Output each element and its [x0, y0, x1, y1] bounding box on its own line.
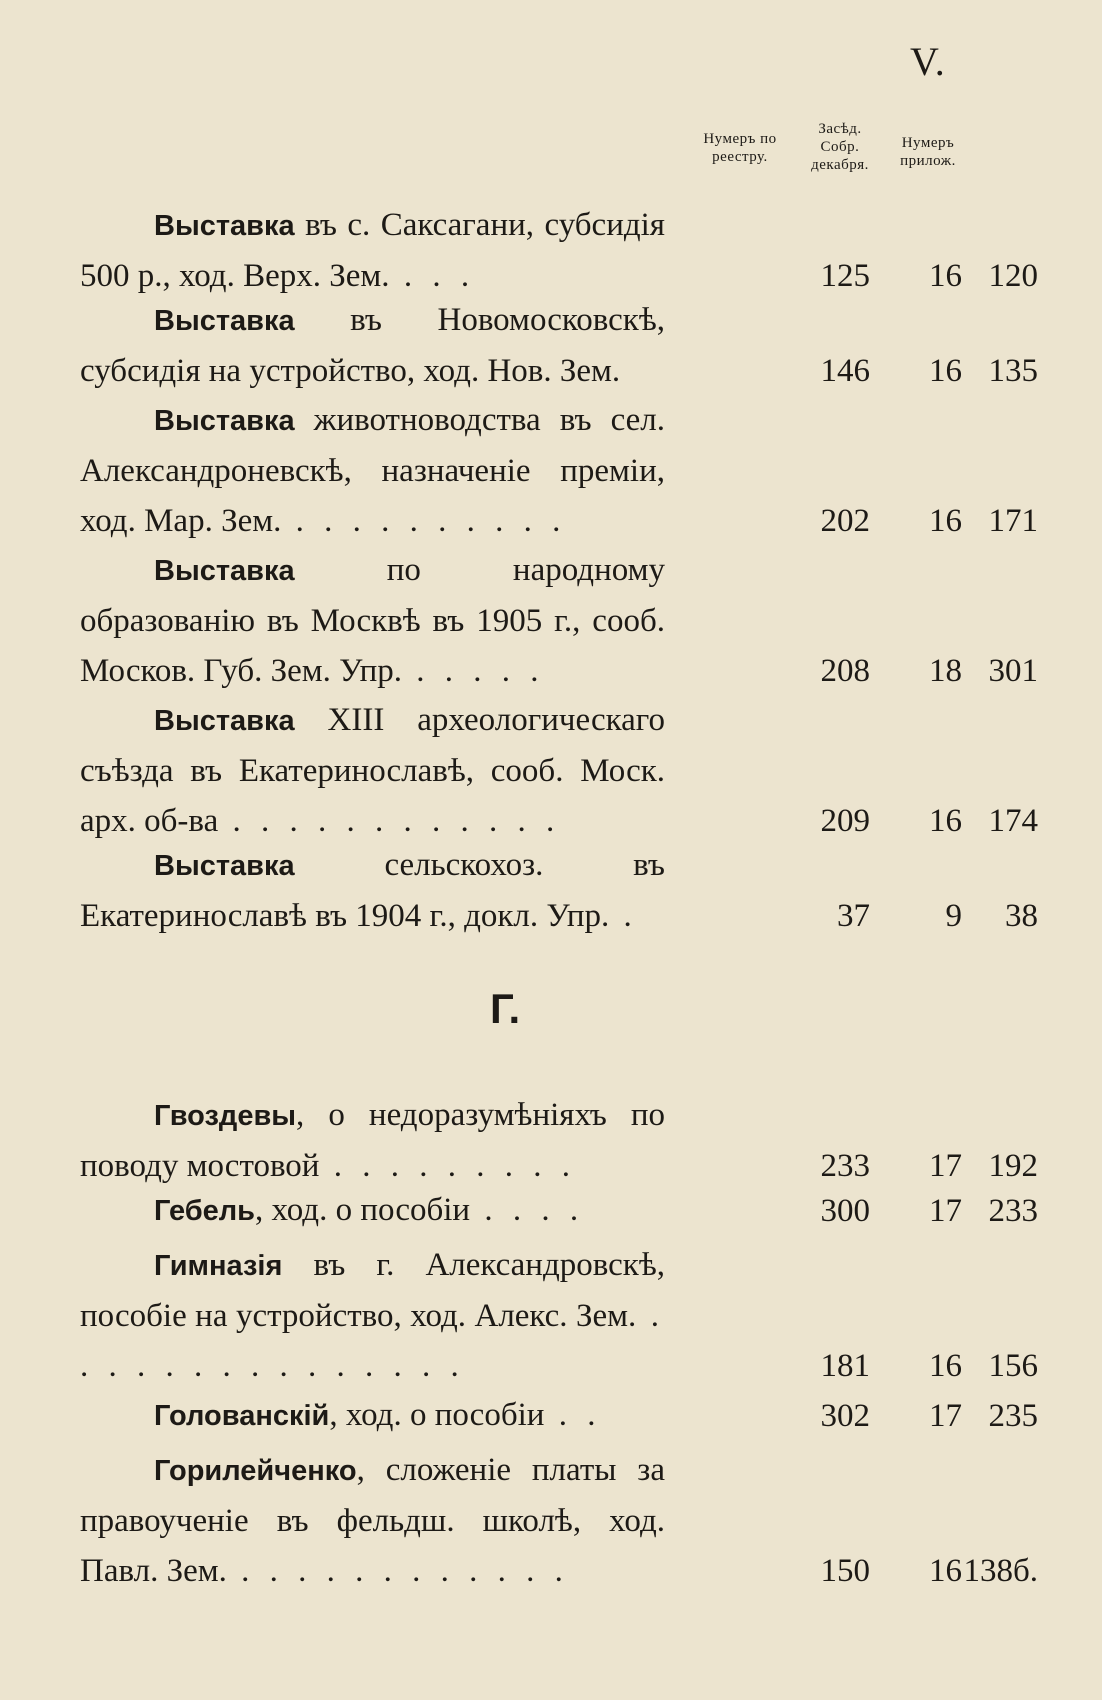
session-column-header: [800, 120, 880, 174]
entry-keyword: Выставка: [154, 210, 295, 242]
session-number: 17: [929, 1148, 962, 1184]
entry-text: [80, 1390, 665, 1441]
entry-keyword: Выставка: [154, 555, 295, 587]
entry-description: въ Новомосковскѣ, субсидія на устройство, ход. Нов. Зем.: [80, 302, 665, 389]
session-number: 16: [929, 258, 962, 294]
entry-description: , ход. о пособіи: [329, 1397, 545, 1433]
entry-keyword: Выставка: [154, 405, 295, 437]
entry-text: [80, 395, 665, 546]
index-entry: [80, 395, 1038, 546]
entry-text: [80, 545, 665, 696]
header-line: Собр.: [820, 139, 860, 155]
appendix-number: 235: [988, 1398, 1038, 1434]
entry-text: [80, 1240, 665, 1391]
appendix-number: 192: [988, 1148, 1038, 1184]
leader-dots: . . . . . . . . . . . . . . .: [80, 1298, 666, 1384]
session-number: 17: [929, 1193, 962, 1229]
section-letter: Г.: [490, 985, 521, 1032]
session-number: 9: [945, 898, 962, 934]
entry-keyword: Гебель: [154, 1195, 256, 1227]
column-headers: [0, 120, 1102, 190]
header-line: Засѣд.: [818, 121, 862, 137]
register-number: 302: [820, 1398, 870, 1434]
register-number: 209: [820, 803, 870, 839]
index-entry: [80, 1185, 1038, 1236]
entry-description: животноводства въ сел. Александроневскѣ, назначеніе преміи, ход. Мар. Зем.: [80, 402, 665, 539]
entry-text: [80, 1445, 665, 1596]
register-number: 233: [820, 1148, 870, 1184]
entry-keyword: Выставка: [154, 705, 295, 737]
session-number: 16: [929, 503, 962, 539]
index-entry: [80, 1090, 1038, 1191]
entry-keyword: Выставка: [154, 850, 295, 882]
appendix-number: 138б.: [963, 1553, 1038, 1589]
leader-dots: . . . . . . . . .: [319, 1148, 576, 1184]
entry-description: , сложеніе платы за правоученіе въ фельдш. школѣ, ход. Павл. Зем.: [80, 1452, 665, 1589]
entry-keyword: Горилейченко: [154, 1455, 357, 1487]
index-entry: [80, 840, 1038, 941]
entry-text: [80, 1185, 665, 1236]
header-line: декабря.: [811, 157, 869, 173]
appendix-number: 120: [988, 258, 1038, 294]
entry-text: [80, 840, 665, 941]
entry-description: XIII археологическаго съѣзда въ Екатеринославѣ, сооб. Моск. арх. об-ва: [80, 702, 665, 839]
index-entry: [80, 200, 1038, 301]
header-line: Нумеръ: [901, 135, 955, 151]
appendix-column-header: [878, 134, 978, 170]
header-line: Нумеръ по: [703, 131, 777, 147]
appendix-number: 233: [988, 1193, 1038, 1229]
entry-text: [80, 295, 665, 396]
entry-text: [80, 200, 665, 301]
session-number: 16: [929, 1348, 962, 1384]
appendix-number: 174: [988, 803, 1038, 839]
register-number: 150: [820, 1553, 870, 1589]
entry-description: въ с. Саксагани, субсидія 500 р., ход. Верх. Зем.: [80, 207, 665, 294]
leader-dots: . . .: [389, 258, 476, 294]
entry-text: [80, 1090, 665, 1191]
session-number: 16: [929, 353, 962, 389]
leader-dots: .: [609, 898, 638, 934]
appendix-number: 156: [988, 1348, 1038, 1384]
entry-keyword: Гимназія: [154, 1250, 283, 1282]
register-column-header: [680, 130, 800, 166]
index-entry: [80, 545, 1038, 696]
session-number: 16: [929, 803, 962, 839]
leader-dots: . .: [544, 1397, 602, 1433]
header-line: прилож.: [900, 153, 956, 169]
appendix-number: 135: [988, 353, 1038, 389]
register-number: 181: [820, 1348, 870, 1384]
register-number: 300: [820, 1193, 870, 1229]
index-entry: [80, 1445, 1038, 1596]
register-number: 208: [820, 653, 870, 689]
entry-description: въ г. Александровскѣ, пособіе на устройство, ход. Алекс. Зем.: [80, 1247, 665, 1334]
session-number: 16: [929, 1553, 962, 1589]
register-number: 146: [820, 353, 870, 389]
register-number: 125: [820, 258, 870, 294]
entry-description: по народному образованію въ Москвѣ въ 1905 г., сооб. Москов. Губ. Зем. Упр.: [80, 552, 665, 689]
index-entry: [80, 695, 1038, 846]
register-number: 37: [837, 898, 870, 934]
leader-dots: . . . . . . . . . .: [281, 503, 567, 539]
leader-dots: . . . . . . . . . . . .: [218, 803, 561, 839]
index-entry: [80, 295, 1038, 396]
entry-keyword: Выставка: [154, 305, 295, 337]
session-number: 18: [929, 653, 962, 689]
leader-dots: . . . . .: [402, 653, 545, 689]
header-line: реестру.: [712, 149, 768, 165]
appendix-number: 171: [988, 503, 1038, 539]
index-entry: [80, 1240, 1038, 1391]
appendix-number: 301: [988, 653, 1038, 689]
entry-text: [80, 695, 665, 846]
session-number: 17: [929, 1398, 962, 1434]
entry-keyword: Гвоздевы: [154, 1100, 297, 1132]
entry-keyword: Голованскій: [154, 1400, 330, 1432]
register-number: 202: [820, 503, 870, 539]
leader-dots: . . . . . . . . . . . .: [226, 1553, 569, 1589]
entry-description: , о недоразумѣніяхъ по поводу мостовой: [80, 1097, 665, 1184]
entry-description: , ход. о пособіи: [255, 1192, 471, 1228]
page-number: V.: [910, 39, 946, 84]
entry-description: сельскохоз. въ Екатеринославѣ въ 1904 г., докл. Упр.: [80, 847, 665, 934]
leader-dots: . . . .: [470, 1192, 585, 1228]
index-entry: [80, 1390, 1038, 1441]
appendix-number: 38: [1005, 898, 1038, 934]
